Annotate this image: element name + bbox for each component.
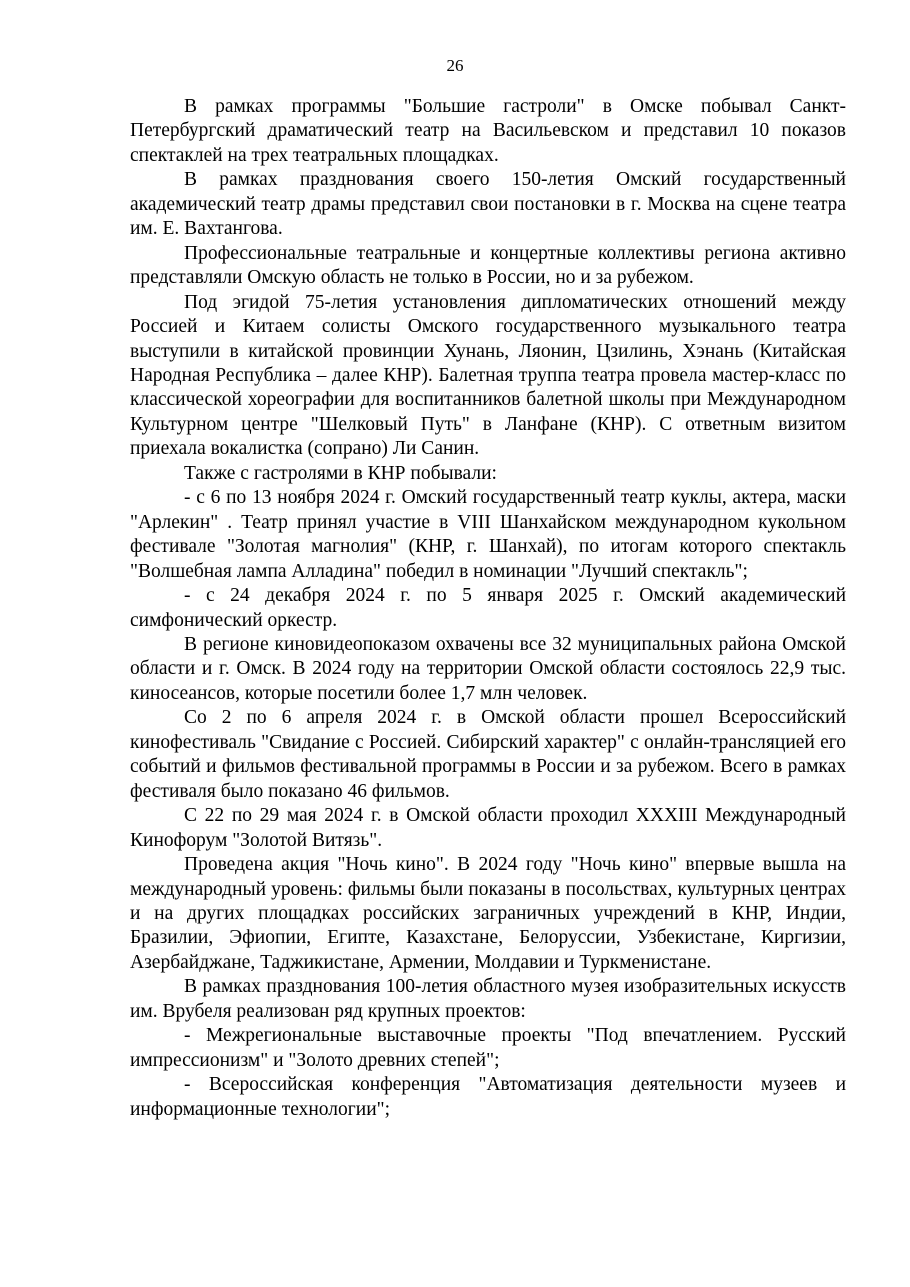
paragraph-golden-knight-forum: С 22 по 29 мая 2024 г. в Омской области проходил XXXIII Международный Кинофорум "Золотой Витязь".	[130, 805, 846, 851]
paragraph-film-festival: Со 2 по 6 апреля 2024 г. в Омской области прошел Всероссийский кинофестиваль "Свидание с Россией. Сибирский характер" с онлайн-трансляцией его событий и фильмов фестивальной программы в России и за рубежом. Всего в рамках фестиваля было показано 46 фильмов.	[130, 707, 846, 802]
paragraph-big-tours: В рамках программы "Большие гастроли" в Омске побывал Санкт-Петербургский драматический театр на Васильевском и представил 10 показов спектаклей на трех театральных площадках.	[130, 96, 846, 166]
paragraph-vrubel-museum: В рамках празднования 100-летия областного музея изобразительных искусств им. Врубеля реализован ряд крупных проектов:	[130, 976, 846, 1022]
page-number: 26	[446, 56, 464, 75]
paragraph-china-relations: Под эгидой 75-летия установления дипломатических отношений между Россией и Китаем солисты Омского государственного музыкального театра выступили в китайской провинции Хунань, Ляонин, Цзилинь, Хэнань (Китайская Народная Республика – далее КНР). Балетная труппа театра провела мастер-класс по классической хореографии для воспитанников балетной школы при Международном Культурном центре "Шелковый Путь" в Ланфане (КНР). С ответным визитом приехала вокалистка (сопрано) Ли Санин.	[130, 291, 846, 460]
paragraph-film-screenings: В регионе киновидеопоказом охвачены все 32 муниципальных района Омской области и г. Омск. В 2024 году на территории Омской области состоялось 22,9 тыс. киносеансов, которые посетили более 1,7 млн человек.	[130, 633, 846, 704]
document-body	[130, 95, 846, 1122]
list-item-arlekin-theatre: - с 6 по 13 ноября 2024 г. Омский государственный театр куклы, актера, маски "Арлекин" . Театр принял участие в VIII Шанхайском международном кукольном фестивале "Золотая магнолия" (КНР, г. Шанхай), по итогам которого спектакль "Волшебная лампа Алладина" победил в номинации "Лучший спектакль";	[130, 487, 846, 582]
paragraph-night-of-cinema: Проведена акция "Ночь кино". В 2024 году "Ночь кино" впервые вышла на международный уровень: фильмы были показаны в посольствах, культурных центрах и на других площадках российских заграничных учреждений в КНР, Индии, Бразилии, Эфиопии, Египте, Казахстане, Белоруссии, Узбекистане, Киргизии, Азербайджане, Таджикистане, Армении, Молдавии и Туркменистане.	[130, 854, 846, 973]
paragraph-drama-theatre-anniversary: В рамках празднования своего 150-летия Омский государственный академический театр драмы представил свои постановки в г. Москва на сцене театра им. Е. Вахтангова.	[130, 169, 846, 240]
paragraph-collectives-abroad: Профессиональные театральные и концертные коллективы региона активно представляли Омскую область не только в России, но и за рубежом.	[130, 242, 846, 289]
list-item-exhibition-projects: - Межрегиональные выставочные проекты "Под впечатлением. Русский импрессионизм" и "Золото древних степей";	[130, 1025, 846, 1071]
paragraph-tours-china-intro: Также с гастролями в КНР побывали:	[184, 462, 497, 484]
list-item-symphony-orchestra: - с 24 декабря 2024 г. по 5 января 2025 г. Омский академический симфонический оркестр.	[130, 585, 846, 631]
list-item-museum-conference: - Всероссийская конференция "Автоматизация деятельности музеев и информационные технологии";	[130, 1074, 846, 1120]
